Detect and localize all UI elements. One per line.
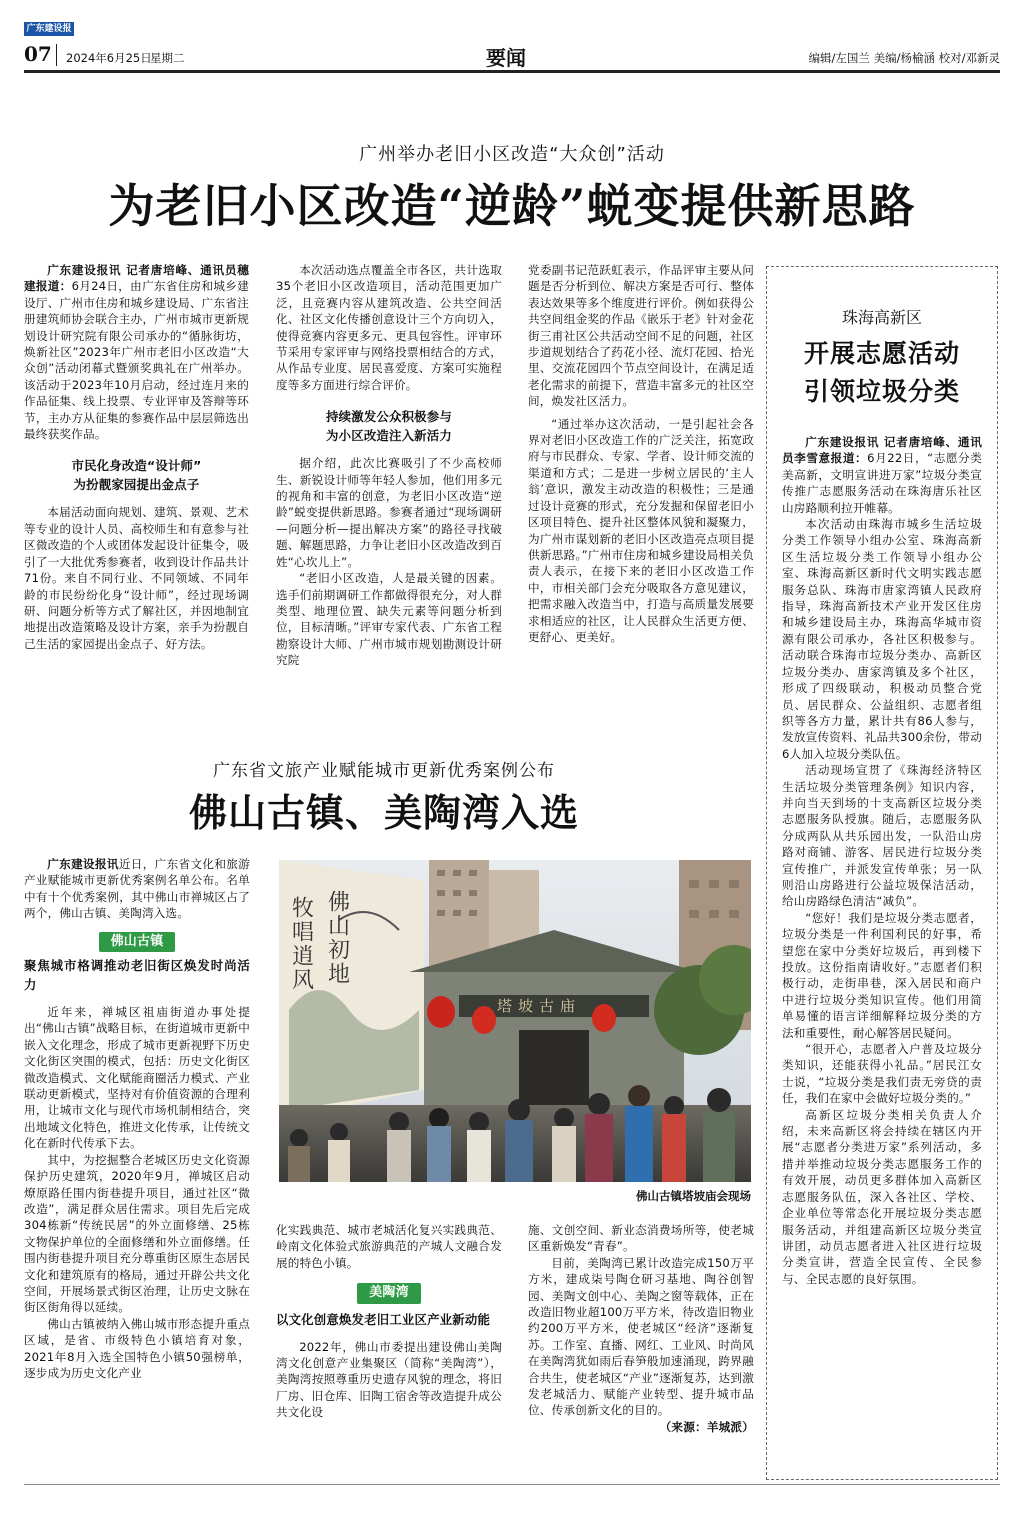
sidebar-paragraph: 高新区垃圾分类相关负责人介绍，未来高新区将会持续在辖区内开展“志愿者分类进万家”系列活动，多措并举推动垃圾分类志愿服务工作的有效开展，动员更多群体加入高新区志愿服务队伍，深入各社区、学校、企业单位等常态化开展垃圾分类志愿服务活动，并组建高新区垃圾分类宣讲团，动员志愿者进入社区进行垃圾分类宣讲，营造全民宣传、全民参与、全民志愿的良好氛围。 <box>782 1107 982 1286</box>
article2-paragraph: 佛山古镇被纳入佛山城市形态提升重点区域，是省、市级特色小镇培育对象，2021年8月入选全国特色小镇50强榜单，逐步成为历史文化产业 <box>24 1316 250 1380</box>
mural-calligraphy-left: 牧唱逍风 <box>288 896 314 992</box>
article2-tag-foshan: 佛山古镇 <box>99 932 176 952</box>
temple-fair-photo <box>279 860 751 1182</box>
article2-lead: 近日，广东省文化和旅游产业赋能城市更新优秀案例名单公布。名单中有十个优秀案例，其中佛山市禅城区占了两个，佛山古镇、美陶湾入选。 <box>24 857 250 921</box>
article1-headline: 为老旧小区改造“逆龄”蜕变提供新思路 <box>108 179 916 233</box>
article1-paragraph: 本次活动选点覆盖全市各区，共计选取35个老旧小区改造项目，活动范围更加广泛，且竞赛内容从建筑改造、公共空间活化、社区文化传播创意设计三个方向切入，使得竞赛内容更多元、更具包容性。评审环节采用专家评审与网络投票相结合的方式，从作品专业度、居民喜爱度、方案可实施程度等多方面进行综合评价。 <box>276 263 502 392</box>
sidebar-body <box>782 434 982 1466</box>
page-number: 07 <box>24 42 52 66</box>
article1-subhead-1: 市民化身改造“设计师” 为扮靓家园提出金点子 <box>71 458 202 493</box>
sidebar-paragraph: 活动现场宣贯了《珠海经济特区生活垃圾分类管理条例》知识内容，并向当天到场的十支高新区垃圾分类志愿服务队授旗。随后，志愿服务队分成两队从共乐园出发，一队沿山房路对商铺、游客、居民进行垃圾分类宣传推广，并派发宣传单张；另一队则沿山房路进行公益垃圾保洁活动，给山房路绿色清洁“减负”。 <box>782 763 982 909</box>
sidebar-paragraph: 本次活动由珠海市城乡生活垃圾分类工作领导小组办公室、珠海高新区生活垃圾分类工作领导小组办公室、珠海高新区新时代文明实践志愿服务总队、珠海市唐家湾镇人民政府指导，珠海高新技术产业开发区住房和城乡建设局主办，珠海高华城市资源有限公司承办，各社区积极参与。活动联合珠海市垃圾分类办、高新区垃圾分类办、唐家湾镇及多个社区，形成了四级联动，积极动员整合党员、居民群众、公益组织、志愿者组织等各方力量，累计共有86人参与，发放宣传资料、礼品共300余份，带动6人加入垃圾分类队伍。 <box>782 517 982 761</box>
article2-source: （来源：羊城派） <box>659 1419 754 1434</box>
header-rule <box>24 70 1000 73</box>
article2-headline: 佛山古镇、美陶湾入选 <box>188 790 579 835</box>
article2-paragraph: 施、文创空间、新业态消费场所等，使老城区重新焕发“青春”。 <box>528 1223 754 1254</box>
article2-photo <box>279 860 751 1182</box>
article1-paragraph: “老旧小区改造，人是最关键的因素。选手们前期调研工作都做得很充分，对人群类型、地理位置、缺失元素等问题分析到位，目标清晰。”评审专家代表、广东省工程勘察设计大师、广州市城市规划勘测设计研究院 <box>276 571 502 668</box>
sidebar-headline-line2: 引领垃圾分类 <box>803 377 960 406</box>
article1-column-1 <box>24 262 249 722</box>
article2-tag-meitaowan: 美陶湾 <box>357 1283 421 1303</box>
article1-column-3 <box>528 262 754 722</box>
sidebar-kicker: 珠海高新区 <box>841 308 922 327</box>
footer-rule <box>24 1484 1000 1485</box>
article2-paragraph: 其中，为挖掘整合老城区历史文化资源保护历史建筑，2020年9月，禅城区启动燎原路任围内街巷提升项目，通过社区“微改造”，满足群众居住需求。项目先后完成304栋新“传统民居”的外立面修缮、25栋文物保护单位的全面修缮和外立面修缮。任围内街巷提升项目充分尊重街区原生态居民文化和建筑原有的格局，通过开辟公共文化空间，开展场景式街区治理，让历史文脉在街区街角得以延续。 <box>24 1152 250 1315</box>
issue-weekday: 星期二 <box>150 51 185 65</box>
issue-date: 2024年6月25日 <box>66 51 152 65</box>
sidebar-paragraph: “您好！我们是垃圾分类志愿者，垃圾分类是一件利国利民的好事，希望您在家中分类好垃圾后，再到楼下投放。这份指南请收好。”志愿者们积极行动，走街串巷，深入居民和商户中进行垃圾分类知识宣传。他们用简单易懂的语言详细解释垃圾分类的方法和重要性，耐心解答居民疑问。 <box>782 910 982 1040</box>
mural-calligraphy-right: 佛山初地 <box>324 890 350 986</box>
article2-paragraph: 2022年，佛山市委提出建设佛山美陶湾文化创意产业集聚区（简称“美陶湾”），美陶湾按照尊重历史遗存风貌的理念，将旧厂房、旧仓库、旧陶工宿舍等改造提升成公共文化设 <box>276 1339 502 1420</box>
masthead-logo: 广东建设报 <box>24 22 74 36</box>
section-title: 要闻 <box>486 46 526 70</box>
temple-plaque: 塔坡古庙 <box>497 997 582 1015</box>
page-no-divider <box>56 44 57 66</box>
article1-paragraph: 本届活动面向规划、建筑、景观、艺术等专业的设计人员、高校师生和有意参与社区微改造的个人或团体发起设计征集令，吸引了一大批优秀参赛者，收到设计作品共计71份。来自不同行业、不同领域、不同年龄的市民纷纷化身“设计师”，经过现场调研、问题分析等方式了解社区，并因地制宜地提出改造策略及设计方案，亲手为扮靓自己生活的家园提出金点子、好方法。 <box>24 505 249 651</box>
sidebar-byline: 广东建设报讯 记者唐培峰、通讯员李雪意报道： <box>782 435 982 466</box>
article2-paragraph: 近年来，禅城区祖庙街道办事处提出“佛山古镇”战略目标，在街道城市更新中嵌入文化理念，形成了城市更新视野下历史文化街区突围的模式，包括：历史文化街区微改造模式、文化赋能商圈活力模式、产业联动更新模式，坚持对有价值资源的合理利用，让城市文化与现代市场机制相结合，突出地域文化特色，推进文化传承，让传统文化在新时代传承下去。 <box>24 1005 250 1151</box>
article1-paragraph: 党委副书记范跃虹表示，作品评审主要从问题是否分析到位、解决方案是否可行、整体表达效果等多个维度进行评价。例如获得公共空间组金奖的作品《嵌乐于老》针对金花街三甫社区公共活动空间不足的问题，社区步道规划结合了药花小径、流灯花园、拾光里、交流花园四个节点空间设计，在满足适老化需求的前提下，营造丰富多元的社区空间，焕发社区活力。 <box>528 263 754 409</box>
article2-kicker: 广东省文旅产业赋能城市更新优秀案例公布 <box>213 761 555 781</box>
article2-column-3 <box>528 1222 754 1462</box>
editor-credits: 编辑/左国兰 美编/杨榆涵 校对/邓新灵 <box>808 51 1000 65</box>
article1-paragraph: 据介绍，此次比赛吸引了不少高校师生、新锐设计师等年轻人参加，他们用多元的视角和丰富的创意，为老旧小区改造“逆龄”蜕变提供新思路。参赛者通过“现场调研—问题分析—提出解决方案”的路径寻找破题、解题思路，力争让老旧小区改造改到百姓“心坎儿上”。 <box>276 456 502 569</box>
article2-paragraph: 目前，美陶湾已累计改造完成150万平方米，建成柒号陶仓研习基地、陶谷创智园、美陶文创中心、美陶之窗等载体，正在改造旧物业超100万平方米，待改造旧物业约200万平方米，使老城区“经济”逐渐复苏。工作室、直播、网红、工业风、时尚风在美陶湾犹如雨后春笋般加速涌现，跨界融合共生，使老城区“产业”逐渐复苏，达到激发老城活力、赋能产业转型、提升城市品位、传承创新文化的目的。 <box>528 1255 754 1418</box>
article2-byline: 广东建设报讯 <box>47 857 119 871</box>
article2-subhead-1: 聚焦城市格调推动老旧街区焕发时尚活力 <box>24 958 250 993</box>
article1-column-2 <box>276 262 502 722</box>
article2-paragraph: 化实践典范、城市老城活化复兴实践典范、岭南文化体验式旅游典范的产城人文融合发展的特色小镇。 <box>276 1223 502 1270</box>
sidebar-lead: 6月22日，“志愿分类美高新，文明宣讲进万家”垃圾分类宣传推广志愿服务活动在珠海唐乐社区山房路顺利拉开帷幕。 <box>782 451 982 515</box>
article1-lead: 6月24日，由广东省住房和城乡建设厅、广州市住房和城乡建设局、广东省注册建筑师协会联合主办，广州市城市更新规划设计研究院有限公司承办的“循脉街坊，焕新社区”2023年广州市老旧小区改造“大众创”活动闭幕式暨颁奖典礼在广州举办。该活动于2023年10月启动，经过连月来的作品征集、线上投票、专业评审及答辩等环节，主办方从征集的参赛作品中层层筛选出最终获奖作品。 <box>24 279 249 442</box>
article1-byline: 广东建设报讯 记者唐培峰、通讯员穗建报道： <box>24 263 249 294</box>
article1-kicker: 广州举办老旧小区改造“大众创”活动 <box>359 144 665 165</box>
article2-subhead-2: 以文化创意焕发老旧工业区产业新动能 <box>276 1311 491 1327</box>
article2-column-2 <box>276 1222 502 1462</box>
article1-subhead-2: 持续激发公众积极参与 为小区改造注入新活力 <box>326 409 452 444</box>
article2-column-1 <box>24 856 250 1464</box>
photo-caption: 佛山古镇塔坡庙会现场 <box>636 1189 751 1203</box>
sidebar-headline-line1: 开展志愿活动 <box>803 339 960 368</box>
article1-paragraph: “通过举办这次活动，一是引起社会各界对老旧小区改造工作的广泛关注，拓宽政府与市民群众、专家、学者、设计师交流的渠道和方式；二是进一步树立居民的‘主人翁’意识，激发主动改造的积极性；三是通过设计竞赛的形式，充分发掘和保留老旧小区项目特色、提升社区整体风貌和凝聚力，为广州市谋划新的老旧小区改造亮点项目提供新思路。”广州市住房和城乡建设局相关负责人表示，在接下来的老旧小区改造工作中，市相关部门会充分吸取各方意见建议，把需求融入改造当中，打造与高质量发展要求相适应的社区，让人民群众生活更方便、更舒心、更美好。 <box>528 416 754 644</box>
sidebar-paragraph: “很开心，志愿者入户普及垃圾分类知识，还能获得小礼品。”居民江女士说，“垃圾分类是我们责无旁贷的责任，我们在家中会做好垃圾分类的。” <box>782 1042 982 1106</box>
